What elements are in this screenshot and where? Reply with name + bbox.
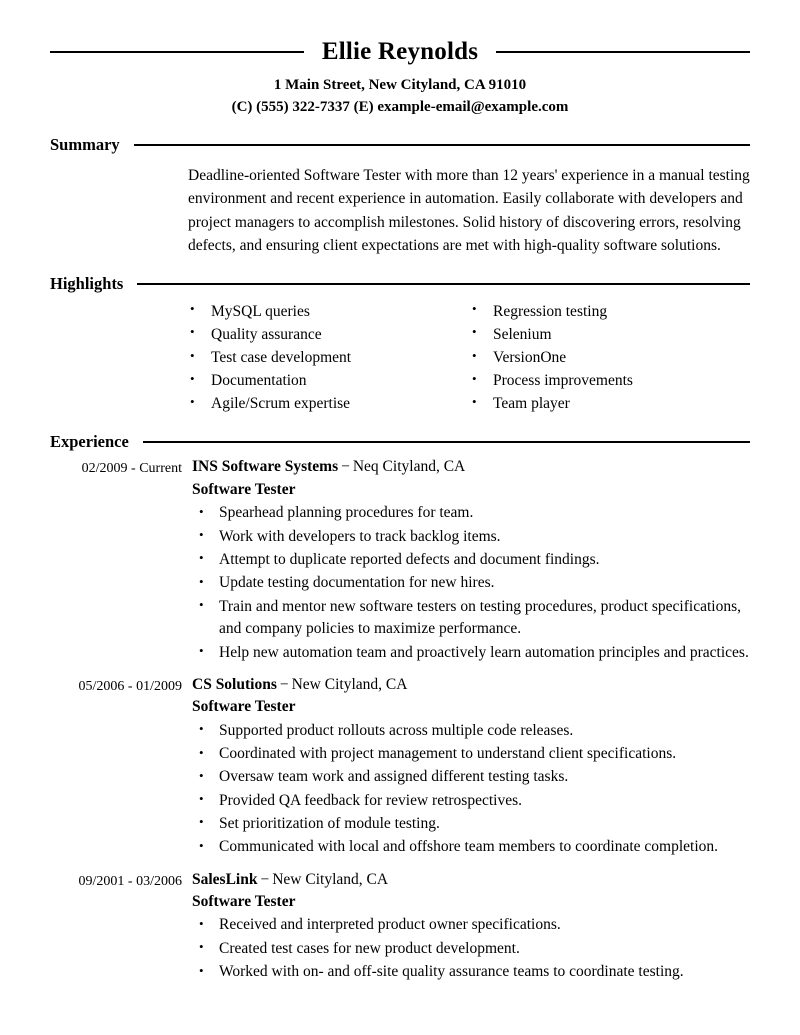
header-rule-left xyxy=(50,51,304,53)
section-highlights xyxy=(50,274,750,417)
list-item: • Selenium xyxy=(470,324,633,346)
list-item: • Oversaw team work and assigned different testing tasks. xyxy=(192,766,750,789)
job-location: Neq Cityland, CA xyxy=(352,458,466,476)
list-item: • Attempt to duplicate reported defects and document findings. xyxy=(192,549,750,572)
experience-list xyxy=(50,456,750,984)
list-item: • MySQL queries xyxy=(188,301,470,323)
header-rule-right xyxy=(496,51,750,53)
job-dates: 09/2001 - 03/2006 xyxy=(78,873,182,889)
job-bullet-list xyxy=(192,914,750,983)
job-separator: − xyxy=(279,675,289,693)
section-experience xyxy=(50,432,750,984)
job-details xyxy=(192,456,750,664)
list-item: • Communicated with local and offshore team members to coordinate completion. xyxy=(192,836,750,859)
list-item: • Coordinated with project management to understand client specifications. xyxy=(192,743,750,766)
job-headline xyxy=(192,674,750,696)
highlights-rule xyxy=(137,283,750,285)
list-item: • Train and mentor new software testers on testing procedures, product specifications, and company policies to maximize performance. xyxy=(192,596,750,642)
list-item: • Spearhead planning procedures for team. xyxy=(192,502,750,525)
list-item: • Received and interpreted product owner specifications. xyxy=(192,914,750,937)
highlights-column-right xyxy=(470,301,633,417)
job-company: CS Solutions xyxy=(192,675,277,693)
list-item: • Test case development xyxy=(188,347,470,369)
highlights-list-left xyxy=(188,301,470,416)
list-item: • Update testing documentation for new hires. xyxy=(192,572,750,595)
contact-phone-email: (C) (555) 322-7337 (E) example-email@example.com xyxy=(231,98,569,115)
job-headline xyxy=(192,456,750,478)
list-item: • Work with developers to track backlog items. xyxy=(192,526,750,549)
job-details xyxy=(192,869,750,985)
list-item: • Worked with on- and off-site quality assurance teams to coordinate testing. xyxy=(192,961,750,984)
job-separator: − xyxy=(260,870,270,888)
highlights-list-right xyxy=(470,301,633,416)
job-dates: 05/2006 - 01/2009 xyxy=(78,678,182,694)
job-title: Software Tester xyxy=(192,480,296,498)
summary-rule xyxy=(134,144,750,146)
job-bullet-list xyxy=(192,720,750,859)
contact-address: 1 Main Street, New Cityland, CA 91010 xyxy=(273,77,527,93)
resume-header xyxy=(50,0,750,66)
experience-entry xyxy=(50,456,750,664)
experience-entry xyxy=(50,674,750,860)
summary-text: Deadline-oriented Software Tester with more than 12 years' experience in a manual testing environment and recent experience in automation. Easily collaborate with developers and project managers to accomplish milestones. Solid history of discovering errors, resolving defects, and ensuring client expectations are met with high-quality software solutions. xyxy=(188,166,750,255)
list-item: • Process improvements xyxy=(470,370,633,392)
list-item: • Team player xyxy=(470,393,633,415)
job-title: Software Tester xyxy=(192,698,296,716)
job-dates: 02/2009 - Current xyxy=(81,461,182,477)
highlights-heading: Highlights xyxy=(50,273,124,293)
section-summary xyxy=(50,135,750,258)
list-item: • Agile/Scrum expertise xyxy=(188,393,470,415)
job-title: Software Tester xyxy=(192,892,296,910)
highlights-heading-row xyxy=(50,274,750,294)
highlights-columns xyxy=(188,301,750,417)
summary-heading-row xyxy=(50,135,750,155)
candidate-name: Ellie Reynolds xyxy=(321,38,479,65)
list-item: • Created test cases for new product development. xyxy=(192,938,750,961)
list-item: • Quality assurance xyxy=(188,324,470,346)
list-item: • Provided QA feedback for review retrospectives. xyxy=(192,790,750,813)
experience-heading-row xyxy=(50,432,750,452)
job-company: SalesLink xyxy=(192,870,258,888)
list-item: • Regression testing xyxy=(470,301,633,323)
job-company: INS Software Systems xyxy=(192,458,339,476)
experience-heading: Experience xyxy=(50,432,129,452)
job-location: New Cityland, CA xyxy=(291,675,408,693)
experience-entry xyxy=(50,869,750,985)
experience-rule xyxy=(143,441,750,443)
job-separator: − xyxy=(341,458,350,476)
job-details xyxy=(192,674,750,860)
list-item: • Help new automation team and proactively learn automation principles and practices. xyxy=(192,642,750,665)
highlights-column-left xyxy=(188,301,470,417)
job-bullet-list xyxy=(192,502,750,664)
list-item: • Supported product rollouts across multiple code releases. xyxy=(192,720,750,743)
list-item: • Documentation xyxy=(188,370,470,392)
job-location: New Cityland, CA xyxy=(272,870,389,888)
contact-block xyxy=(50,75,750,119)
list-item: • Set prioritization of module testing. xyxy=(192,813,750,836)
summary-heading: Summary xyxy=(50,134,120,154)
list-item: • VersionOne xyxy=(470,347,633,369)
job-headline xyxy=(192,869,750,891)
